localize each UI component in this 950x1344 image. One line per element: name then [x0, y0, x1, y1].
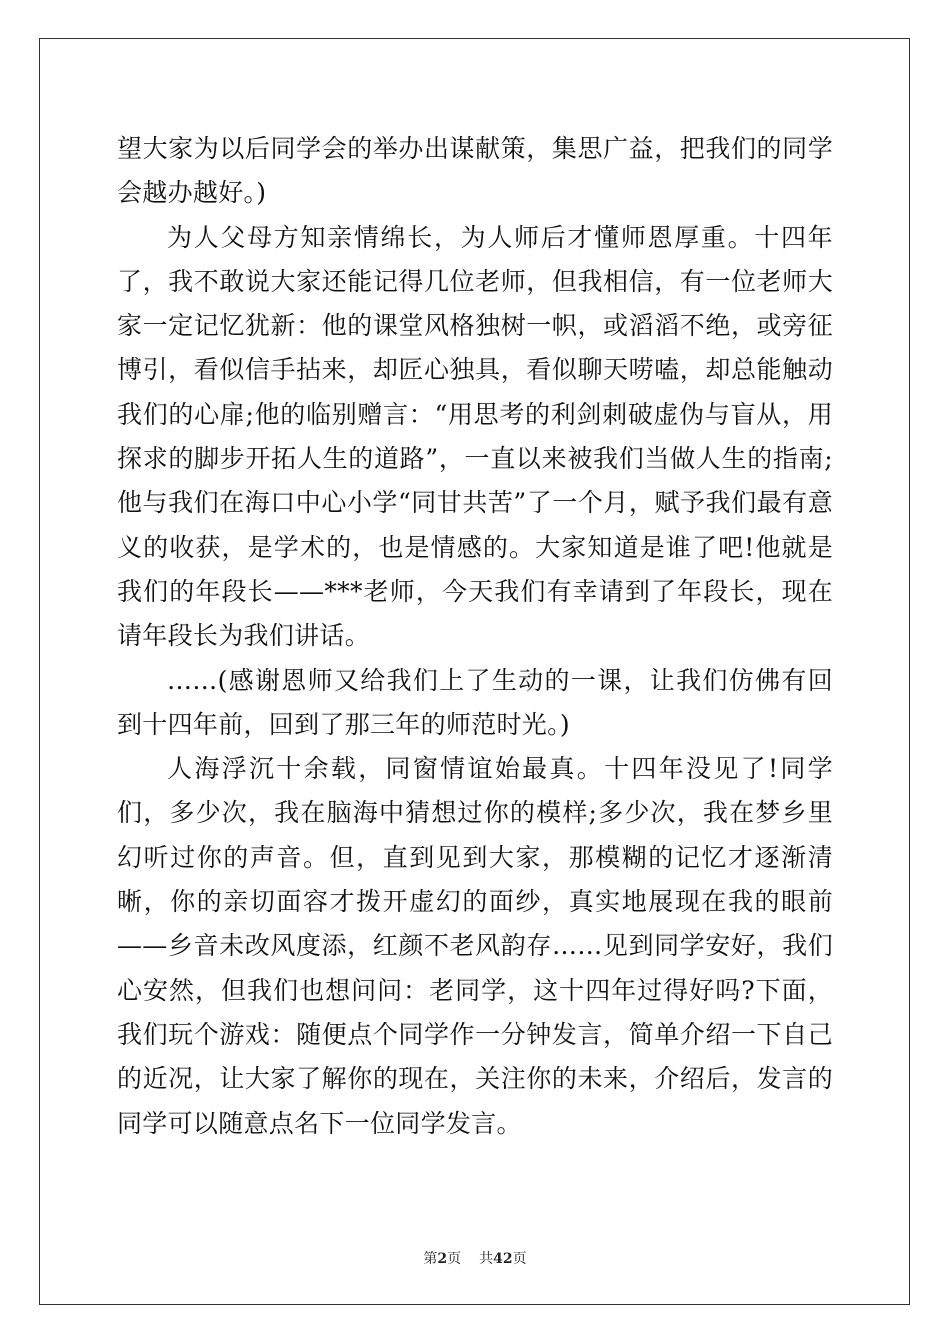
paragraph-3: ……(感谢恩师又给我们上了生动的一课，让我们仿佛有回到十四年前，回到了那三年的师范时光。) [117, 665, 833, 739]
total-suffix: 页 [512, 1251, 527, 1267]
page-suffix: 页 [447, 1251, 462, 1267]
current-page-number: 2 [437, 1251, 448, 1267]
total-pages-number: 42 [493, 1251, 513, 1267]
page-prefix: 第 [423, 1251, 438, 1267]
total-prefix: 共 [479, 1251, 494, 1267]
paragraph-4: 人海浮沉十余载，同窗情谊始最真。十四年没见了!同学们，多少次，我在脑海中猜想过你的模样;多少次，我在梦乡里幻听过你的声音。但，直到见到大家，那模糊的记忆才逐渐清晰，你的亲切面容才拨开虚幻的面纱，真实地展现在我的眼前——乡音未改风度添，红颜不老风韵存……见到同学安好，我们心安然，但我们也想问问：老同学，这十四年过得好吗?下面，我们玩个游戏：随便点个同学作一分钟发言，简单介绍一下自己的近况，让大家了解你的现在，关注你的未来，介绍后，发言的同学可以随意点名下一位同学发言。 [117, 754, 833, 1138]
paragraph-1: 望大家为以后同学会的举办出谋献策，集思广益，把我们的同学会越办越好。) [117, 134, 833, 208]
document-body [117, 127, 833, 1146]
paragraph-2: 为人父母方知亲情绵长，为人师后才懂师恩厚重。十四年了，我不敢说大家还能记得几位老师，但我相信，有一位老师大家一定记忆犹新：他的课堂风格独树一帜，或滔滔不绝，或旁征博引，看似信手拈来，却匠心独具，看似聊天唠嗑，却总能触动我们的心扉;他的临别赠言：“用思考的利剑刺破虚伪与盲从，用探求的脚步开拓人生的道路”，一直以来被我们当做人生的指南;他与我们在海口中心小学“同甘共苦”了一个月，赋予我们最有意义的收获，是学术的，也是情感的。大家知道是谁了吧!他就是我们的年段长——***老师，今天我们有幸请到了年段长，现在请年段长为我们讲话。 [117, 222, 833, 651]
page-footer [0, 1249, 950, 1269]
